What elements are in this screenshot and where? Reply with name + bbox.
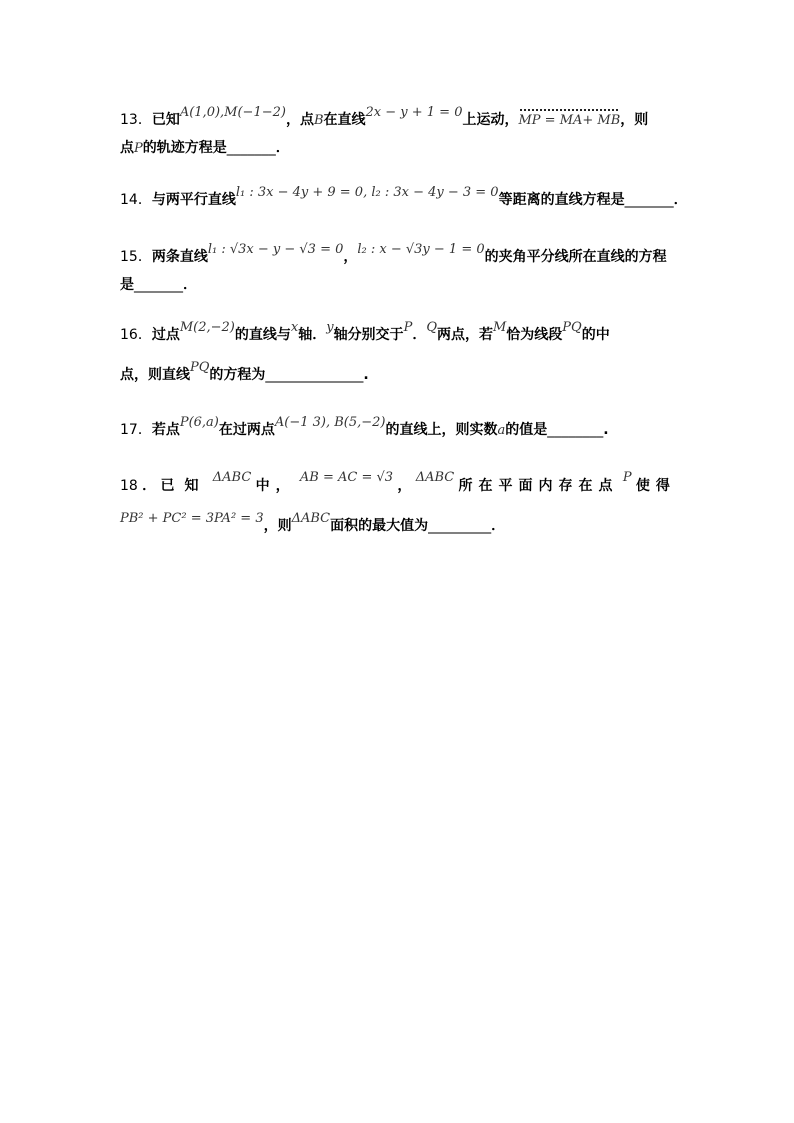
- math-expression: l₂ : x − √3y − 1 = 0: [357, 242, 485, 257]
- problem-number: 17．: [120, 422, 152, 438]
- problem-text: 的中: [581, 327, 610, 343]
- math-expression: x: [290, 320, 299, 335]
- problem-18-line-1: [120, 472, 676, 500]
- problem-text: 的轨迹方程是: [142, 140, 227, 156]
- problem-13-line-2: [120, 134, 676, 162]
- problem-text: 已知: [151, 112, 180, 128]
- vector-expression: MP = MA+ MB: [518, 107, 620, 135]
- problem-text: 轴分别交于: [333, 327, 404, 343]
- problem-text: 所在平面内存在点: [458, 478, 619, 494]
- math-expression: P: [403, 320, 413, 335]
- math-expression: a: [497, 423, 506, 438]
- math-expression: P(6,a): [179, 415, 219, 430]
- math-expression: ΔABC: [291, 511, 331, 526]
- math-expression: ΔABC: [212, 470, 252, 485]
- problem-text: ．: [183, 277, 197, 293]
- problem-text: 轴．: [298, 327, 327, 343]
- problem-15: [120, 243, 676, 299]
- problem-text: 两条直线: [151, 249, 208, 265]
- problem-text: 上运动，: [462, 112, 519, 128]
- problem-text: ．: [412, 327, 427, 343]
- math-expression: PQ: [190, 360, 210, 375]
- problem-text: 的值是: [505, 422, 548, 438]
- answer-blank: ______________: [265, 367, 364, 383]
- problem-text: ．: [275, 140, 290, 156]
- problem-text: 在直线: [323, 112, 366, 128]
- problem-number: 16．: [120, 327, 152, 343]
- problem-text: 的直线上，则实数: [385, 422, 498, 438]
- problem-text: 中，: [255, 478, 296, 494]
- math-expression: A(1,0),M(−1−2): [179, 105, 286, 120]
- problem-text: 面积的最大值为: [330, 518, 429, 534]
- problem-text: 与两平行直线: [151, 192, 236, 208]
- math-expression: PB² + PC² = 3PA² = 3: [120, 511, 264, 526]
- problem-17-line-1: [120, 416, 676, 444]
- problem-13: [120, 106, 676, 162]
- problem-text: 已知: [160, 478, 209, 494]
- math-expression: P: [134, 141, 143, 156]
- problem-16: [120, 321, 676, 389]
- problem-18-line-2: [120, 512, 676, 540]
- problem-text: .: [363, 367, 369, 383]
- problem-text: ，则: [263, 518, 292, 534]
- problem-number: 15．: [120, 249, 152, 265]
- problem-text: 使得: [635, 478, 676, 494]
- problem-17: [120, 416, 676, 444]
- problem-14: [120, 185, 688, 214]
- problem-text: 的夹角平分线所在直线的方程: [484, 249, 667, 265]
- problem-16-line-1: [120, 321, 676, 349]
- problem-text: 若点: [151, 422, 180, 438]
- answer-blank: _______: [624, 192, 674, 208]
- math-expression: PQ: [562, 320, 582, 335]
- math-expression: 2x − y + 1 = 0: [365, 105, 463, 120]
- problem-14-line-1: [120, 185, 688, 214]
- problem-text: ．: [673, 192, 688, 208]
- problem-text: .: [603, 422, 609, 438]
- problem-text: 点: [120, 140, 134, 156]
- problem-text: 在过两点: [218, 422, 275, 438]
- problem-18: [120, 472, 676, 540]
- problem-text: ，: [397, 478, 412, 494]
- answer-blank: _______: [134, 277, 183, 293]
- problem-text: 过点: [151, 327, 180, 343]
- math-expression: Q: [426, 320, 437, 335]
- problem-text: 是: [120, 277, 134, 293]
- problem-text: ，点: [285, 112, 314, 128]
- math-expression: l₁ : 3x − 4y + 9 = 0, l₂ : 3x − 4y − 3 = 0: [235, 185, 499, 200]
- math-expression: A(−1 3), B(5,−2): [274, 415, 386, 430]
- problem-text: 恰为线段: [506, 327, 563, 343]
- math-expression: B: [313, 113, 324, 128]
- math-expression: M(2,−2): [179, 320, 235, 335]
- math-expression: AB = AC = √3: [299, 470, 394, 485]
- problem-text: 的方程为: [209, 367, 266, 383]
- math-expression: l₁ : √3x − y − √3 = 0: [207, 242, 344, 257]
- math-expression: y: [326, 320, 334, 335]
- problem-text: ，则: [620, 112, 649, 128]
- problem-text: ．: [491, 518, 506, 534]
- problem-text: ．: [142, 478, 157, 494]
- problem-number: 18: [120, 478, 138, 494]
- problem-text: 的直线与: [234, 327, 291, 343]
- problem-text: ，: [343, 249, 358, 265]
- problem-number: 14．: [120, 192, 152, 208]
- problem-text: 点，则直线: [120, 367, 190, 383]
- problem-text: 等距离的直线方程是: [498, 192, 625, 208]
- math-expression: ΔABC: [415, 470, 455, 485]
- math-expression: P: [622, 470, 632, 485]
- problem-16-line-2: [120, 361, 676, 389]
- answer-blank: ________: [547, 422, 604, 438]
- answer-blank: _________: [428, 518, 492, 534]
- problem-text: 两点，若: [436, 327, 493, 343]
- problem-number: 13．: [120, 112, 152, 128]
- math-expression: M: [492, 320, 507, 335]
- answer-blank: _______: [226, 140, 276, 156]
- problem-13-line-1: [120, 106, 676, 134]
- problem-15-line-1: [120, 243, 676, 271]
- problem-15-line-2: [120, 271, 676, 299]
